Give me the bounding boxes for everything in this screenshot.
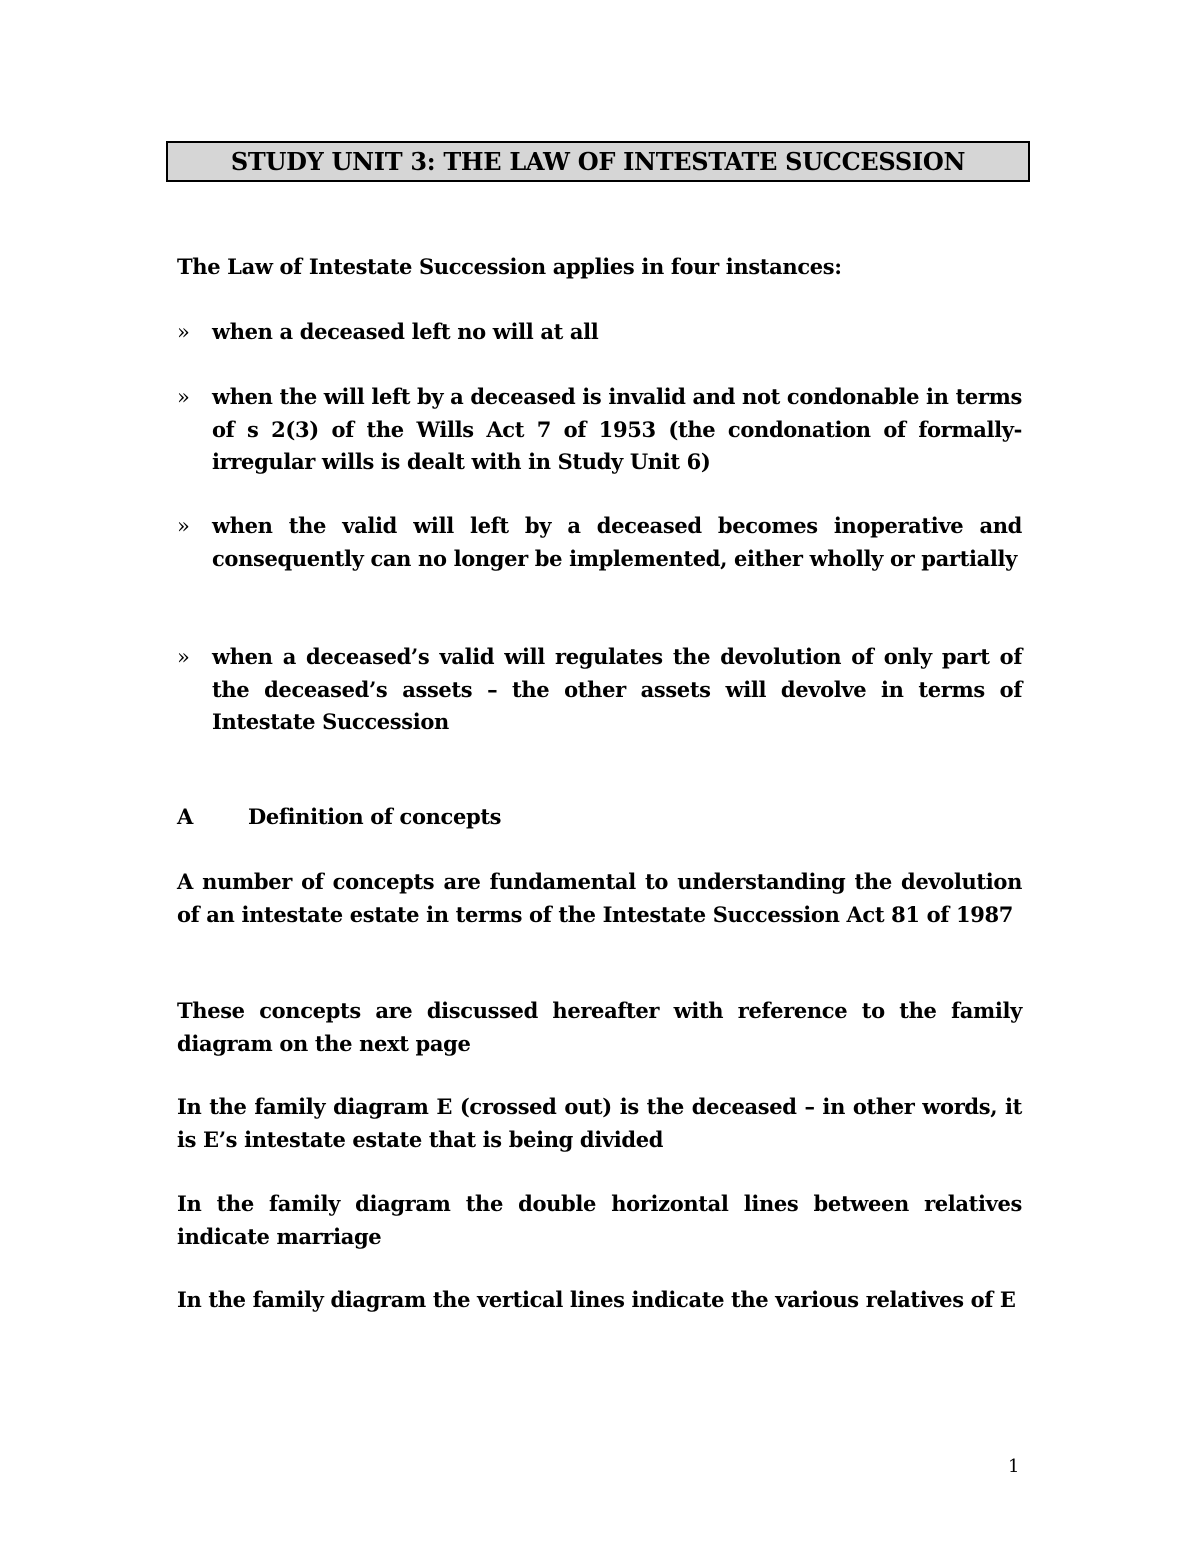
bullet-marker: »: [177, 385, 190, 409]
section-title: Definition of concepts: [248, 804, 502, 829]
title-box: [166, 141, 1030, 182]
bullet-item: [177, 510, 1022, 575]
bullet-marker: »: [177, 320, 190, 344]
body-paragraph: In the family diagram E (crossed out) is the deceased – in other words, it is E’s intestate estate that is being divided: [177, 1094, 1022, 1152]
bullet-item: [177, 381, 1022, 479]
bullet-text: when a deceased left no will at all: [212, 319, 599, 344]
intro-paragraph: The Law of Intestate Succession applies in four instances:: [177, 254, 842, 279]
bullet-text: when the will left by a deceased is invalid and not condonable in terms of s 2(3) of the Wills Act 7 of 1953 (the condonation of formally-irregular wills is dealt with in Study Unit 6): [212, 384, 1022, 474]
body-paragraph: A number of concepts are fundamental to understanding the devolution of an intestate estate in terms of the Intestate Succession Act 81 of 1987: [177, 869, 1022, 927]
body-paragraph: In the family diagram the vertical lines indicate the various relatives of E: [177, 1287, 1016, 1312]
bullet-text: when the valid will left by a deceased becomes inoperative and consequently can no longer be implemented, either wholly or partially: [212, 513, 1022, 571]
bullet-item: [177, 316, 1022, 349]
bullet-marker: »: [177, 645, 190, 669]
body-paragraph: In the family diagram the double horizontal lines between relatives indicate marriage: [177, 1191, 1022, 1249]
page-title: STUDY UNIT 3: THE LAW OF INTESTATE SUCCESSION: [230, 147, 966, 176]
section-heading: [177, 801, 1022, 834]
bullet-marker: »: [177, 514, 190, 538]
bullet-text: when a deceased’s valid will regulates the devolution of only part of the deceased’s assets – the other assets will devolve in terms of Intestate Succession: [212, 644, 1022, 734]
page-number: 1: [1008, 1456, 1020, 1477]
bullet-item: [177, 641, 1022, 739]
section-letter: A: [177, 804, 193, 829]
body-paragraph: These concepts are discussed hereafter with reference to the family diagram on the next page: [177, 998, 1022, 1056]
